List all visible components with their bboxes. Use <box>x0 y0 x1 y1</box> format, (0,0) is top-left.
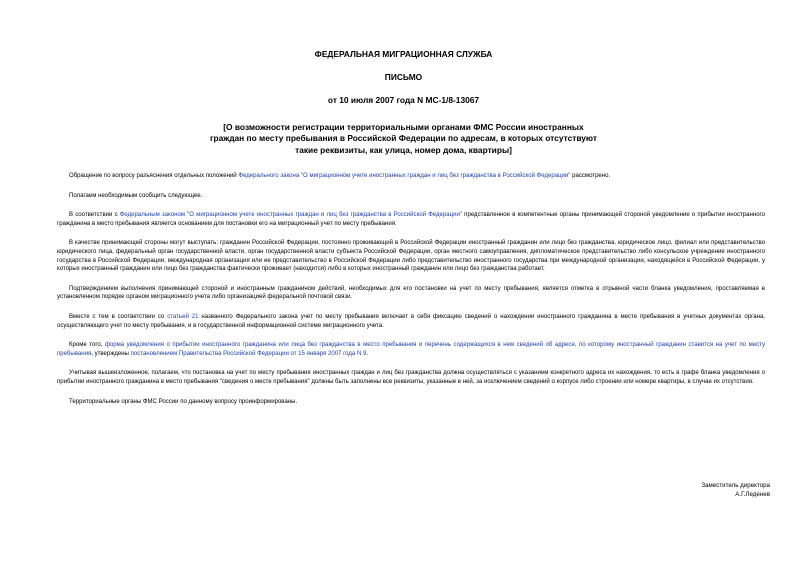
signature-name: А.Г.Леденев <box>735 491 770 499</box>
title-line-2: граждан по месту пребывания в Российской Федерации по адресам, в которых отсутствуют <box>210 133 597 144</box>
document-date-number: от 10 июля 2007 года N МС-1/8-13067 <box>327 95 480 105</box>
document-body <box>57 172 765 417</box>
paragraph-text: названного Федерального закона учет по месту пребывания включает в себя фиксацию сведений о нахождении иностранного гражданина в месте пребывания в учетных документах органа, осуществляющего учет по месту пребывания, и в государственной информационной системе миграционного учета. <box>57 313 765 329</box>
paragraph-text: Вместе с тем в соответствии со <box>69 313 168 320</box>
paragraph-text: Обращение по вопросу разъяснения отдельных положений <box>69 173 239 179</box>
paragraph-1 <box>57 172 765 181</box>
paragraph-text: . <box>366 350 369 357</box>
paragraph-7 <box>57 341 765 358</box>
paragraph-text: В соответствии с <box>69 212 120 219</box>
title-line-3: такие реквизиты, как улица, номер дома, квартиры] <box>295 144 512 155</box>
document-type-heading: ПИСЬМО <box>384 72 423 82</box>
notification-form-link[interactable]: форма уведомления о прибытии иностранного гражданина или лица без гражданства в место пребывания и перечень содержащихся в нем сведений об адресе, по которому иностранный гражданин ставится на учет по месту пребывания <box>57 342 765 357</box>
signature-position: Заместитель директора <box>701 482 770 489</box>
government-resolution-link[interactable]: постановлением Правительства Российской Федерации от 15 января 2007 года N 9 <box>130 350 367 357</box>
paragraph-8: Учитывая вышеизложенное, полагаем, что постановка на учет по месту пребывания иностранных граждан и лиц без гражданства должна осуществляться с указанием конкретного адреса их нахождения, то есть в графе бланка уведомления о прибытии иностранного гражданина в место пребывания "сведения о месте пребывания" должны быть заполнены все реквизиты, указанные в ней, за исключением сведений о корпусе либо строении или номере квартиры, в случае их отсутствия. <box>57 370 765 385</box>
paragraph-2: Полагаем необходимым сообщить следующее. <box>69 192 203 199</box>
paragraph-3 <box>57 211 765 228</box>
signature-block <box>701 481 770 500</box>
article-21-link[interactable]: статьей 21 <box>167 313 199 320</box>
paragraph-text: рассмотрено. <box>570 173 611 179</box>
paragraph-9: Территориальные органы ФМС России по данному вопросу проинформированы. <box>69 398 298 405</box>
paragraph-text: представленное в компетентные органы принимающей стороной уведомление о прибытии иностранного гражданина в место пребывания является основанием для постановки его на миграционный учет по месту пребывания. <box>57 212 765 227</box>
document-title <box>150 122 657 156</box>
title-line-1: [О возможности регистрации территориальными органами ФМС России иностранных <box>223 122 584 132</box>
paragraph-text: , утверждены <box>91 350 131 357</box>
paragraph-5: Подтверждением выполнения принимающей стороной и иностранным гражданином действий, необходимых для его постановки на учет по месту пребывания, является отметка в отрывной части бланка уведомления, проставляемая в установленном порядке органом миграционного учета либо организацией федеральной почтовой связи. <box>57 285 765 301</box>
agency-heading: ФЕДЕРАЛЬНАЯ МИГРАЦИОННАЯ СЛУЖБА <box>314 49 493 59</box>
law-link-federal-law[interactable]: Федеральным законом "О миграционном учете иностранных граждан и лиц без гражданства в Российской Федерации" <box>119 212 463 219</box>
paragraph-6 <box>57 313 765 330</box>
paragraph-text: Кроме того, <box>69 342 105 349</box>
law-link-migration-registration[interactable]: Федерального закона "О миграционном учете иностранных граждан и лиц без гражданства в Российской Федерации" <box>238 173 571 179</box>
paragraph-4: В качестве принимающей стороны могут выступать: гражданин Российской Федерации, постоянно проживающий в Российской Федерации иностранный гражданин или лицо без гражданства, юридическое лицо, филиал или представительство юридического лица, федеральный орган государственной власти, орган государственной власти субъекта Российской Федерации, орган местного самоуправления, дипломатическое представительство либо консульское учреждение иностранного государства в Российской Федерации, международная организация или ее представительство в Российской Федерации либо представительство иностранного государства при международной организации, находящейся в Российской Федерации, у которых иностранный гражданин или лицо без гражданства фактически проживает (находится) либо в которых иностранный гражданин или лицо без гражданства работает. <box>57 240 765 273</box>
